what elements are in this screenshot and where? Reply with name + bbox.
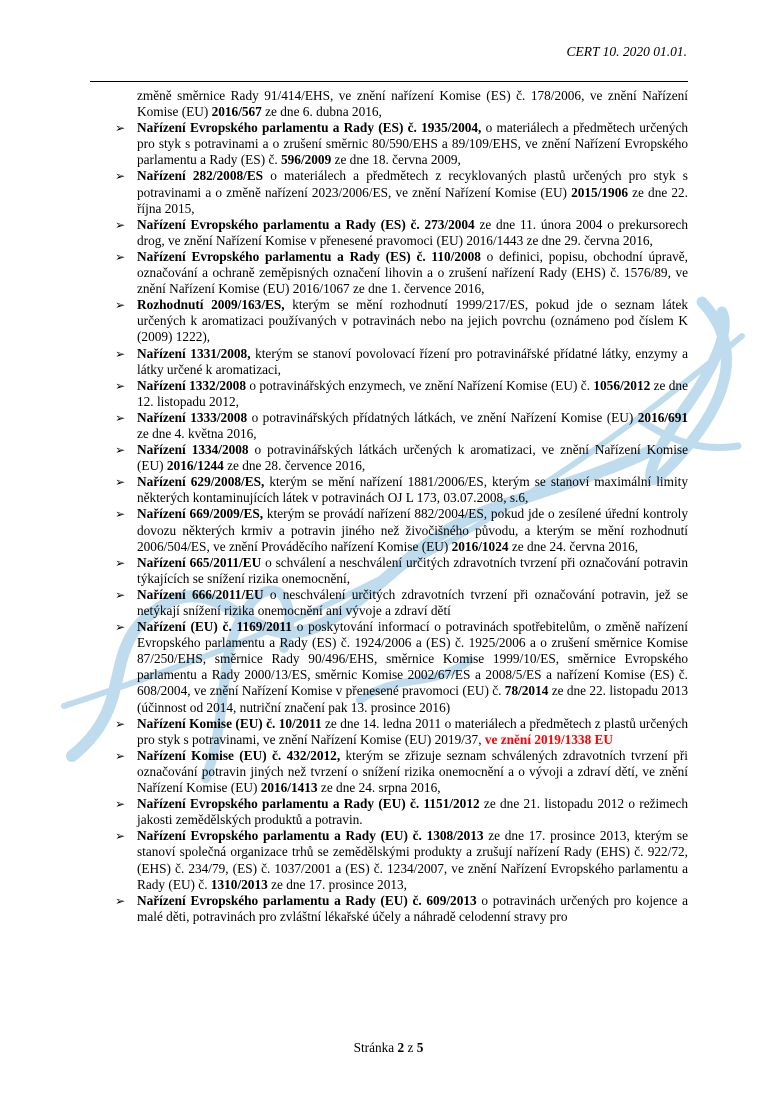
- arrow-bullet-icon: ➢: [115, 555, 126, 570]
- text-segment: 5: [416, 1039, 424, 1055]
- header-divider: [90, 81, 688, 82]
- arrow-bullet-icon: ➢: [115, 378, 126, 393]
- list-item: [115, 410, 688, 442]
- text-segment: Nařízení 666/2011/EU: [137, 586, 264, 602]
- list-item-text: [137, 474, 688, 505]
- text-segment: Nařízení Evropského parlamentu a Rady (EU) č. 1151/2012: [137, 796, 480, 812]
- list-item-text: [137, 297, 688, 344]
- text-segment: 78/2014: [504, 683, 549, 699]
- text-segment: ze dne 24. srpna 2016,: [317, 780, 441, 796]
- text-segment: 2016/1244: [166, 458, 224, 474]
- arrow-bullet-icon: ➢: [115, 797, 126, 812]
- text-segment: Nařízení Evropského parlamentu a Rady (EU) č. 609/2013: [137, 892, 477, 908]
- arrow-bullet-icon: ➢: [115, 249, 126, 264]
- list-item-text: [137, 120, 688, 167]
- text-segment: o materiálech a předmětech z recyklovaných plastů určených pro styk s potravinami a o změně nařízení 2023/2006/ES, ve znění Nařízení Komise (EU): [137, 168, 688, 200]
- text-segment: o potravinách určených pro kojence a malé děti, potravinách pro zvláštní lékařské účely a náhradě celodenní stravy pro: [137, 892, 688, 924]
- text-segment: o potravinářských přídatných látkách, ve znění Nařízení Komise (EU): [247, 409, 638, 425]
- list-item: [115, 716, 688, 748]
- arrow-bullet-icon: ➢: [115, 346, 126, 361]
- text-segment: ze dne 24. června 2016,: [508, 538, 639, 554]
- text-segment: o potravinářských enzymech, ve znění Nařízení Komise (EU) č.: [245, 377, 594, 393]
- list-item-text: [137, 168, 688, 215]
- text-segment: 2015/1906: [571, 184, 628, 200]
- content-area: [90, 88, 688, 925]
- arrow-bullet-icon: ➢: [115, 507, 126, 522]
- text-segment: kterým se provádí nařízení 882/2004/ES, pokud jde o zesílené úřední kontroly dovozu některých krmiv a potravin jiného než živočišného původu, a kterým se mění rozhodnutí 2006/504/ES, ve znění Prováděcího nařízení Komise (EU): [137, 506, 688, 554]
- arrow-bullet-icon: ➢: [115, 829, 126, 844]
- text-segment: 2: [397, 1039, 405, 1055]
- list-item: [115, 120, 688, 168]
- text-segment: o definici, popisu, obchodní úpravě, označování a ochraně zeměpisných označení lihovin a o zrušení nařízení Rady (EHS) č. 1576/89, ve znění Nařízení Komise (EU) 2016/1067 ze dne 1. července 2016,: [137, 248, 688, 297]
- list-item: [115, 555, 688, 587]
- list-item: [115, 297, 688, 345]
- arrow-bullet-icon: ➢: [115, 716, 126, 731]
- list-item-text: [137, 796, 688, 827]
- list-item-text: [137, 249, 688, 296]
- page-number: [354, 1040, 424, 1055]
- text-segment: ze dne 17. prosince 2013,: [267, 876, 407, 892]
- arrow-bullet-icon: ➢: [115, 620, 126, 635]
- text-segment: ze dne 6. dubna 2016,: [261, 104, 382, 120]
- list-item-text: [137, 587, 688, 618]
- text-segment: 596/2009: [281, 152, 332, 168]
- text-segment: ze dne 4. května 2016,: [137, 425, 257, 441]
- arrow-bullet-icon: ➢: [115, 121, 126, 136]
- text-segment: ze dne 22. října 2015,: [137, 184, 688, 216]
- text-segment: Nařízení 1332/2008: [137, 377, 246, 393]
- text-segment: Nařízení 629/2008/ES,: [137, 474, 265, 490]
- arrow-bullet-icon: ➢: [115, 169, 126, 184]
- arrow-bullet-icon: ➢: [115, 475, 126, 490]
- list-item-text: [137, 442, 688, 473]
- list-item: [115, 474, 688, 506]
- text-segment: Stránka: [353, 1039, 398, 1055]
- list-item: [115, 217, 688, 249]
- text-segment: Nařízení Evropského parlamentu a Rady (ES) č. 110/2008: [137, 248, 481, 264]
- arrow-bullet-icon: ➢: [115, 443, 126, 458]
- text-segment: o schválení a neschválení určitých zdravotních tvrzení při označování potravin týkajících se snížení rizika onemocnění,: [137, 554, 688, 586]
- text-segment: kterým se zřizuje seznam schválených zdravotních tvrzení při označování potravin jiných než tvrzení o snížení rizika onemocnění a o vývoji a zdraví dětí, ve znění Nařízení Komise (EU): [137, 747, 688, 796]
- text-segment: ze dne 21. listopadu 2012 o režimech jakosti zemědělských produktů a potravin.: [137, 796, 688, 828]
- text-segment: o potravinářských látkách určených k aromatizaci, ve znění Nařízení Komise (EU): [137, 442, 688, 474]
- text-segment: Nařízení 282/2008/ES: [137, 168, 264, 184]
- text-segment: ze dne 22. listopadu 2013 (účinnost od 2014, nutriční značení pak 13. prosince 2016): [137, 683, 688, 715]
- text-segment: ze dne 11. února 2004 o prekursorech drog, ve znění Nařízení Komise v přenesené pravomoci (EU) 2016/1443 ze dne 29. června 2016,: [137, 216, 688, 248]
- text-segment: ve znění 2019/1338 EU: [484, 731, 614, 747]
- text-segment: 2016/1413: [260, 780, 318, 796]
- arrow-bullet-icon: ➢: [115, 217, 126, 232]
- list-item: [115, 346, 688, 378]
- arrow-bullet-icon: ➢: [115, 410, 126, 425]
- list-item: [115, 748, 688, 796]
- text-segment: Nařízení Evropského parlamentu a Rady (ES) č. 1935/2004,: [137, 120, 482, 136]
- text-segment: z: [404, 1039, 417, 1055]
- list-item-text: [137, 346, 688, 377]
- text-segment: kterým se stanoví povolovací řízení pro potravinářské přídatné látky, enzymy a látky určené k aromatizaci,: [137, 345, 688, 377]
- list-item-text: [137, 555, 688, 586]
- list-item: [115, 796, 688, 828]
- list-item: [115, 249, 688, 297]
- list-item-text: [137, 410, 688, 441]
- text-segment: 2016/567: [211, 104, 262, 120]
- list-item: [115, 378, 688, 410]
- text-segment: o materiálech a předmětech určených pro styk s potravinami a o zrušení směrnic 80/590/EHS a 89/109/EHS, ve znění Nařízení Evropského parlamentu a Rady (ES) č.: [137, 120, 688, 168]
- text-segment: o poskytování informací o potravinách spotřebitelům, o změně nařízení Evropského parlamentu a Rady (ES) č. 1924/2006 a (ES) č. 1925/2006 a o zrušení směrnice Komise 87/250/EHS, směrnice Rady 90/496/EHS, směrnice Komise 1999/10/ES, směrnice Evropského parlamentu a Rady 2000/13/ES, směrnic Komise 2002/67/ES a 2008/5/ES a nařízení Komise (ES) č. 608/2004, ve znění Nařízení Komise v přenesené pravomoci (EU) č.: [137, 619, 689, 699]
- header-title: CERT 10. 2020 01.01.: [566, 44, 687, 59]
- text-segment: ze dne 28. července 2016,: [223, 458, 366, 474]
- text-segment: 2016/1024: [451, 538, 509, 554]
- list-item: [115, 587, 688, 619]
- text-segment: Nařízení 1334/2008: [137, 442, 249, 458]
- list-item-text: [137, 506, 688, 553]
- text-segment: kterým se mění nařízení 1881/2006/ES, kterým se stanoví maximální limity některých kontaminujících látek v potravinách OJ L 173, 03.07.2008, s.6,: [137, 474, 688, 506]
- list-item: [115, 828, 688, 892]
- text-segment: Nařízení 669/2009/ES,: [137, 506, 264, 522]
- text-segment: Nařízení (EU) č. 1169/2011: [137, 619, 292, 635]
- text-segment: 1056/2012: [593, 377, 651, 393]
- text-segment: 2016/691: [637, 409, 688, 425]
- list-item-text: [137, 619, 688, 714]
- list-item-text: [137, 716, 688, 747]
- text-segment: ze dne 12. listopadu 2012,: [137, 377, 688, 409]
- text-segment: Nařízení 1331/2008,: [137, 345, 251, 361]
- text-segment: ze dne 17. prosince 2013, kterým se stanoví společná organizace trhů se zemědělskými produkty a zrušují nařízení Rady (EHS) č. 922/72, (EHS) č. 234/79, (ES) č. 1037/2001 a (ES) č. 1234/2007, ve znění Nařízení Evropského parlamentu a Rady (EU) č.: [137, 828, 688, 892]
- intro-paragraph: [137, 88, 688, 120]
- text-segment: Nařízení Komise (EU) č. 432/2012,: [137, 747, 341, 763]
- list-item: [115, 442, 688, 474]
- text-segment: Nařízení 665/2011/EU: [137, 554, 262, 570]
- text-segment: Rozhodnutí 2009/163/ES,: [137, 297, 285, 313]
- text-segment: Nařízení Evropského parlamentu a Rady (EU) č. 1308/2013: [137, 828, 484, 844]
- list-item: [115, 168, 688, 216]
- list-item-text: [137, 378, 688, 409]
- list-item-text: [137, 748, 688, 795]
- text-segment: Nařízení Evropského parlamentu a Rady (ES) č. 273/2004: [137, 216, 475, 232]
- text-segment: 1310/2013: [210, 876, 268, 892]
- list-item: [115, 893, 688, 925]
- arrow-bullet-icon: ➢: [115, 298, 126, 313]
- text-segment: změně směrnice Rady 91/414/EHS, ve znění nařízení Komise (ES) č. 178/2006, ve znění Nařízení Komise (EU): [137, 88, 688, 120]
- arrow-bullet-icon: ➢: [115, 587, 126, 602]
- text-segment: ze dne 14. ledna 2011 o materiálech a předmětech z plastů určených pro styk s potravinami, ve znění Nařízení Komise (EU) 2019/37,: [137, 715, 688, 747]
- arrow-bullet-icon: ➢: [115, 748, 126, 763]
- regulation-list: [90, 120, 688, 925]
- text-segment: Nařízení Komise (EU) č. 10/2011: [137, 715, 322, 731]
- page-footer: [0, 1040, 777, 1056]
- list-item-text: [137, 828, 688, 891]
- text-segment: ze dne 18. června 2009,: [331, 152, 461, 168]
- list-item: [115, 619, 688, 716]
- arrow-bullet-icon: ➢: [115, 893, 126, 908]
- list-item-text: [137, 893, 688, 924]
- page-header: [566, 44, 687, 60]
- list-item-text: [137, 217, 688, 248]
- text-segment: o neschválení určitých zdravotních tvrzení při označování potravin, jež se netýkají snížení rizika onemocnění ani vývoje a zdraví dětí: [137, 586, 688, 618]
- text-segment: kterým se mění rozhodnutí 1999/217/ES, pokud jde o seznam látek určených k aromatizaci používaných v potravinách nebo na jejich povrchu (oznámeno pod číslem K (2009) 1222),: [137, 297, 688, 345]
- text-segment: Nařízení 1333/2008: [137, 409, 248, 425]
- list-item: [115, 506, 688, 554]
